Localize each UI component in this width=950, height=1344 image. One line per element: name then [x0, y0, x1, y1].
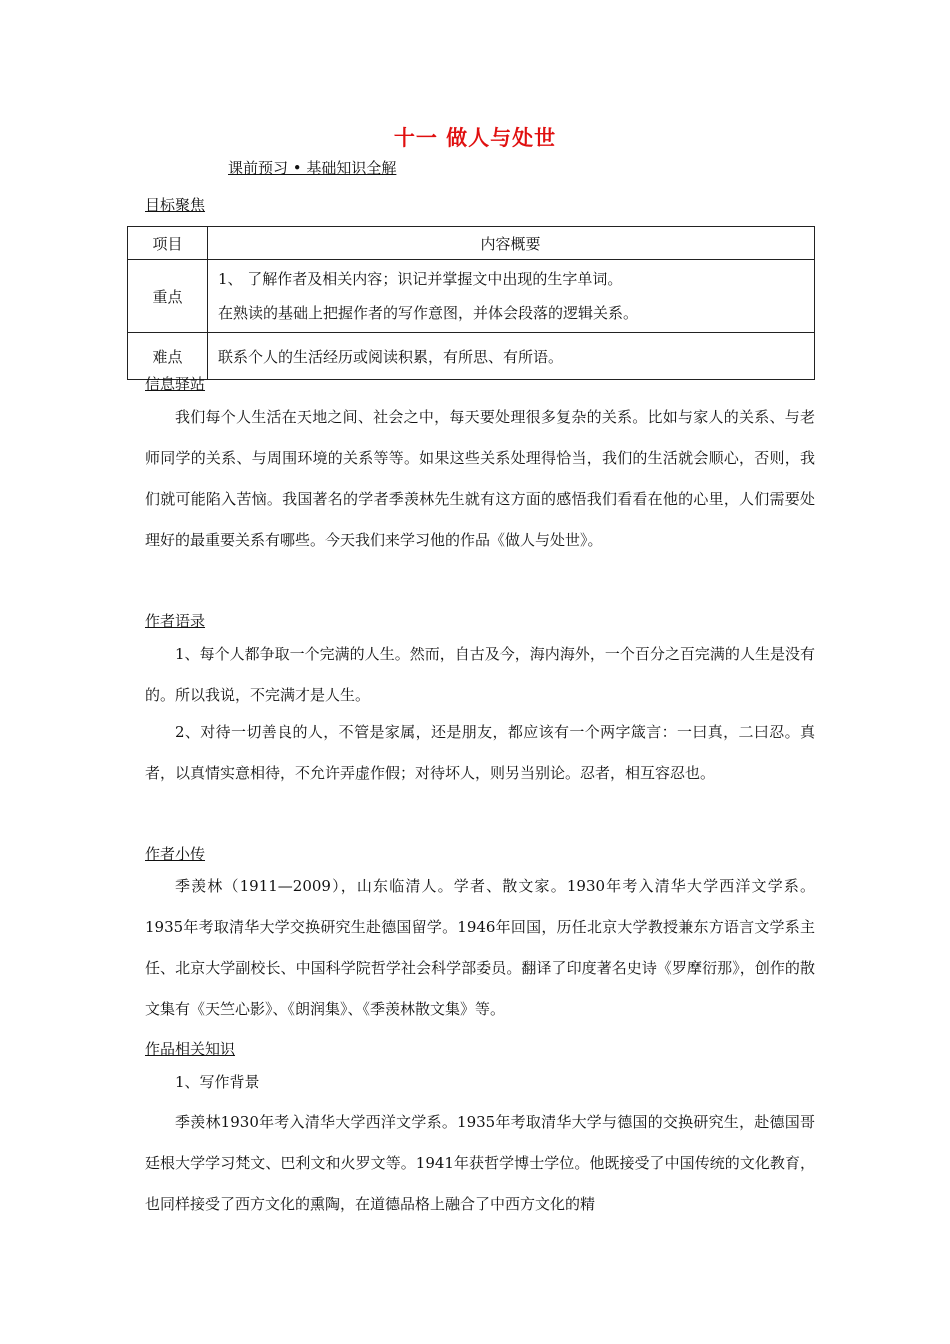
key-point-2: 在熟读的基础上把握作者的写作意图，并体会段落的逻辑关系。: [218, 304, 639, 322]
info-paragraph: 我们每个人生活在天地之间、社会之中，每天要处理很多复杂的关系。比如与家人的关系、与老师同学的关系、与周围环境的关系等等。如果这些关系处理得恰当，我们的生活就会顺心，否则，我们就可能陷入苦恼。我国著名的学者季羡林先生就有这方面的感悟我们看看在他的心里，人们需要处理好的最重要关系有哪些。今天我们来学习他的作品《做人与处世》。: [145, 408, 815, 549]
col-content-header: 内容概要: [208, 227, 815, 260]
goals-heading: 目标聚焦: [145, 196, 206, 214]
quote-1: 1、每个人都争取一个完满的人生。然而，自古及今，海内海外，一个百分之百完满的人生是没有的。所以我说，不完满才是人生。: [145, 645, 815, 704]
key-points-content: [208, 260, 815, 333]
difficulties-content: 联系个人的生活经历或阅读积累，有所思、有所语。: [208, 333, 815, 380]
works-paragraph: 季羡林1930年考入清华大学西洋文学系。1935年考取清华大学与德国的交换研究生，赴德国哥廷根大学学习梵文、巴利文和火罗文等。1941年获哲学博士学位。他既接受了中国传统的文化教育，也同样接受了西方文化的熏陶，在道德品格上融合了中西方文化的精: [145, 1113, 815, 1213]
quote-2: 2、对待一切善良的人，不管是家属，还是朋友，都应该有一个两字箴言：一曰真，二曰忍。真者，以真情实意相待，不允许弄虚作假；对待坏人，则另当别论。忍者，相互容忍也。: [145, 723, 815, 782]
quotes-heading: 作者语录: [145, 612, 206, 630]
table-row-difficulties: [128, 333, 815, 380]
key-points-label: 重点: [128, 260, 208, 333]
info-heading: 信息驿站: [145, 375, 206, 393]
lesson-title: 十一 做人与处世: [393, 125, 557, 150]
bio-paragraph: 季羡林（1911—2009），山东临清人。学者、散文家。1930年考入清华大学西洋文学系。1935年考取清华大学交换研究生赴德国留学。1946年回国，历任北京大学教授兼东方语言文学系主任、北京大学副校长、中国科学院哲学社会科学部委员。翻译了印度著名史诗《罗摩衍那》，创作的散文集有《天竺心影》、《朗润集》、《季羡林散文集》等。: [145, 877, 815, 1018]
col-item-header: 项目: [128, 227, 208, 260]
difficulties-label: 难点: [128, 333, 208, 380]
works-heading: 作品相关知识: [145, 1040, 236, 1058]
table-header-row: [128, 227, 815, 260]
works-subheading-background: 1、写作背景: [175, 1073, 260, 1091]
table-row-key-points: [128, 260, 815, 333]
bio-heading: 作者小传: [145, 845, 206, 863]
key-point-1: 1、 了解作者及相关内容；识记并掌握文中出现的生字单词。: [218, 270, 623, 288]
goals-table: [127, 226, 815, 380]
section-subtitle: 课前预习 • 基础知识全解: [228, 159, 397, 177]
